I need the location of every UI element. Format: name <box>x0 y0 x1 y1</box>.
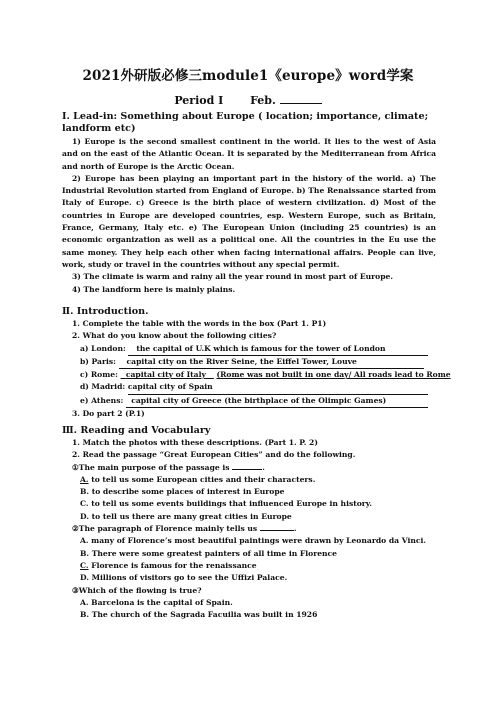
question-3: ③Which of the flowing is true? <box>72 585 202 595</box>
city-label: a) London: <box>80 343 126 353</box>
option: D. Millions of visitors go to see the Uffizi Palace. <box>80 573 288 583</box>
option: A. to tell us some European cities and their characters. <box>80 474 316 484</box>
option: D. to tell us there are many great cities in Europe <box>80 511 292 521</box>
list-item: 2. Read the passage “Great European Cities” and do the following. <box>72 450 356 460</box>
option: B. to describe some places of interest in Europe <box>80 487 285 497</box>
list-item: 3. Do part 2 (P.1) <box>72 409 145 419</box>
answer-blank <box>260 523 294 531</box>
question-text: ②The paragraph of Florence mainly tells us <box>72 524 258 534</box>
option: C. Florence is famous for the renaissance <box>80 560 257 570</box>
option: A. Barcelona is the capital of Spain. <box>80 597 233 607</box>
paragraph: 4) The landform here is mainly plains. <box>72 284 236 294</box>
list-item: 1. Complete the table with the words in the box (Part 1. P1) <box>72 319 327 328</box>
period-line <box>0 94 496 107</box>
section-heading: Ⅰ. Lead-in: Something about Europe ( location; importance, climate; landform etc) <box>62 111 429 134</box>
city-rome <box>62 369 451 381</box>
section-heading: Ⅲ. Reading and Vocabulary <box>62 425 211 436</box>
section-reading <box>62 425 436 621</box>
answer-blank <box>128 343 428 356</box>
city-athens <box>62 395 436 408</box>
list-item: 2. What do you know about the following cities? <box>72 331 277 341</box>
document-title: 2021外研版必修三module1《europe》word学案 <box>82 68 414 84</box>
city-paris <box>62 356 436 369</box>
answer-text: capital city of Greece (the birthplace of the Olimpic Games) <box>131 395 387 405</box>
question-2: ②The paragraph of Florence mainly tells us . <box>72 524 297 534</box>
city-london <box>62 343 436 356</box>
city-label: d) Madrid: <box>80 382 126 392</box>
option: B. The church of the Sagrada Facuilia was built in 1926 <box>80 610 318 620</box>
answer-blank <box>126 395 428 408</box>
answer-text: capital city of Spain <box>127 382 213 392</box>
answer-blank <box>232 462 262 470</box>
answer-blank <box>119 356 424 369</box>
option: A. many of Florence’s most beautiful paintings were drawn by Leonardo da Vinci. <box>80 536 427 546</box>
answer-blank <box>128 381 428 394</box>
paragraph: 3) The climate is warm and rainy all the year round in most part of Europe. <box>72 272 394 282</box>
paragraph: 2) Europe has been playing an important part in the history of the world. a) The Industrial Revolution started from England of Europe. b) The Renaissance started from Italy of Europe. c) Greece is the birth place of western civilization. d) Most of the countries in Europe are developed countries, esp. Western Europe, such as Britain, France, Germany, Italy etc. e) The European Union (including 25 countries) is an economic organization as well as a political one. All the countries in the Eu use the same money. They help each other when facing international affairs. People can live, work, study or travel in the countries without any special permit. <box>62 173 436 269</box>
option: C. to tell us some events buildings that influenced Europe in history. <box>80 499 372 509</box>
question-1: ①The main purpose of the passage is . <box>72 462 265 472</box>
city-label: b) Paris: <box>80 356 116 366</box>
answer-text: capital city on the River Seine, the Eiffel Tower, Louve <box>126 356 357 366</box>
city-label: c) Rome: <box>80 370 118 380</box>
list-item: 1. Match the photos with these descriptions. (Part 1. P. 2) <box>72 438 318 447</box>
paragraph: 1) Europe is the second smallest continent in the world. It lies to the west of Asia and on the east of the Atlantic Ocean. It is separated by the Mediterranean from Africa and north of Europe is the Arctic Ocean. <box>62 137 436 171</box>
option: B. There were some greatest painters of all time in Florence <box>80 548 338 558</box>
selected-letter: C. <box>80 560 89 570</box>
section-introduction <box>62 306 451 420</box>
answer-note: (Rome was not built in one day/ All roads lead to Rome <box>216 370 451 380</box>
feb-label: Feb. <box>250 94 276 107</box>
answer-text: capital city of Italy <box>125 370 206 380</box>
city-label: e) Athens: <box>80 395 124 405</box>
date-blank <box>280 94 322 104</box>
question-text: ①The main purpose of the passage is <box>72 462 230 472</box>
period-label: Period Ⅰ <box>174 94 224 107</box>
city-madrid <box>62 381 436 394</box>
section-lead-in <box>62 111 436 296</box>
answer-text: the capital of U.K which is famous for the tower of London <box>136 343 386 353</box>
section-heading: Ⅱ. Introduction. <box>62 306 149 317</box>
selected-letter: A. <box>80 474 89 484</box>
